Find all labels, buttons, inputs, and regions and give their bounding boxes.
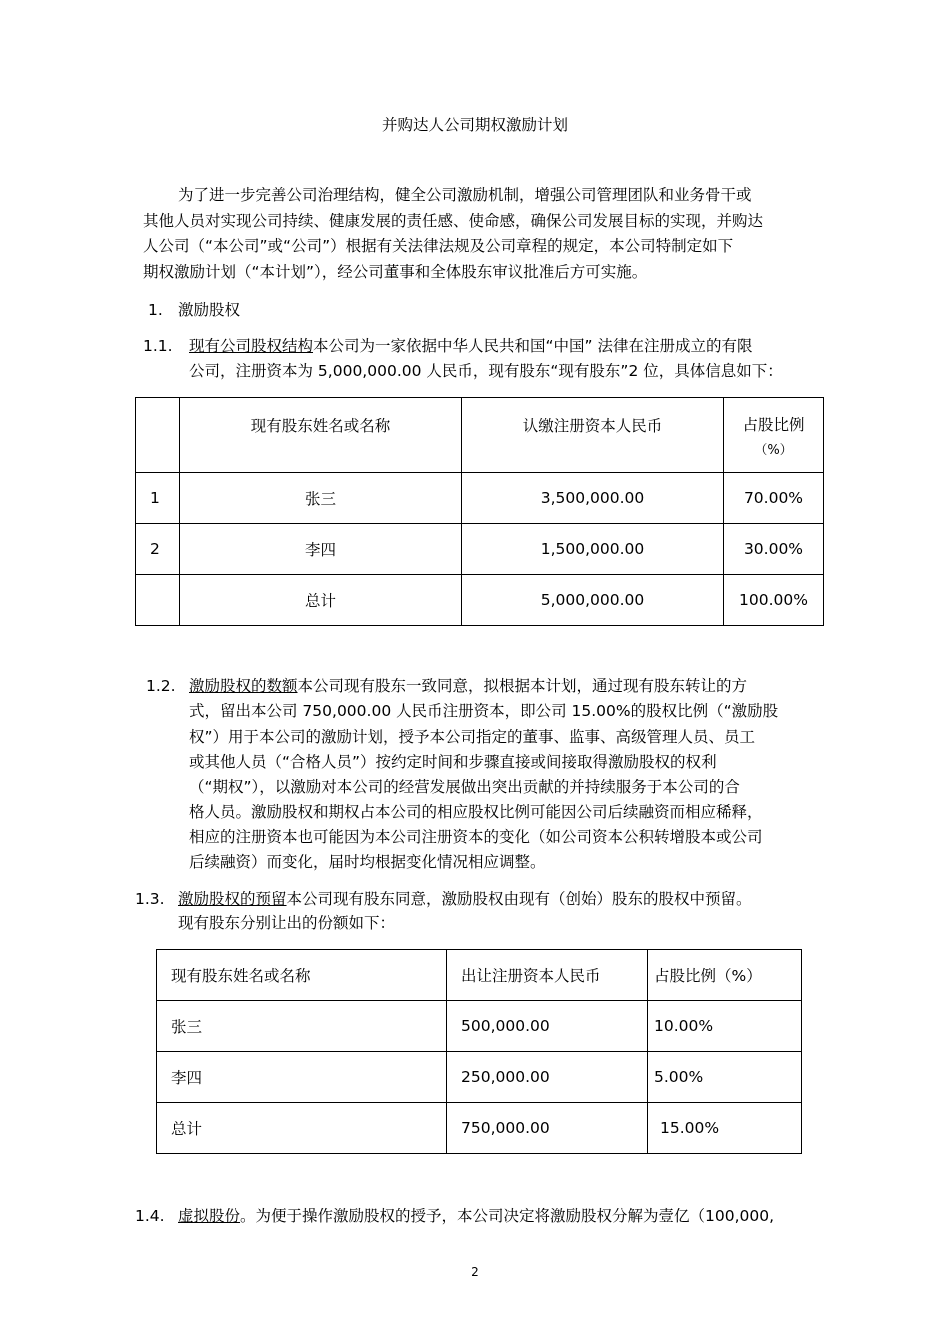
- clause-1-4-text: [178, 1206, 774, 1226]
- intro-line: 其他人员对实现公司持续、健康发展的责任感、使命感，确保公司发展目标的实现，并购达: [143, 212, 764, 230]
- table-cell: 1,500,000.00: [462, 524, 724, 575]
- table-row: [136, 473, 824, 524]
- table-row: [136, 524, 824, 575]
- table-cell: 总计: [180, 575, 462, 626]
- table-cell: 30.00%: [724, 524, 824, 575]
- table-header-cell: 认缴注册资本人民币: [462, 398, 724, 473]
- table-header-cell: 现有股东姓名或名称: [180, 398, 462, 473]
- clause-text: 式，留出本公司 750,000.00 人民币注册资本，即公司 15.00%的股权比例（“激励股: [189, 702, 779, 720]
- section-title: 激励股权: [178, 301, 241, 319]
- table-row: [136, 575, 824, 626]
- document-title: 并购达人公司期权激励计划: [381, 116, 568, 134]
- clause-text: 现有股东分别让出的份额如下：: [178, 914, 396, 932]
- clause-text: 相应的注册资本也可能因为本公司注册资本的变化（如公司资本公积转增股本或公司: [189, 828, 763, 846]
- clause-1-3-text: [178, 889, 752, 909]
- table-header-row: [136, 398, 824, 473]
- table-row: [157, 1103, 802, 1154]
- table-cell: 1: [136, 473, 180, 524]
- header-line: （%）: [754, 442, 793, 458]
- table-cell: 张三: [157, 1001, 447, 1052]
- section-number: 1.: [148, 301, 163, 319]
- table-cell: [136, 575, 180, 626]
- table-cell: 70.00%: [724, 473, 824, 524]
- intro-line: 人公司（“本公司”或“公司”）根据有关法律法规及公司章程的规定，本公司特制定如下: [143, 237, 734, 255]
- clause-number: 1.4.: [135, 1207, 165, 1225]
- clause-heading: 虚拟股份: [178, 1207, 241, 1225]
- clause-text: 公司，注册资本为 5,000,000.00 人民币，现有股东“现有股东”2 位，具体信息如下：: [189, 362, 783, 380]
- table-cell: 李四: [180, 524, 462, 575]
- table-cell: 10.00%: [648, 1001, 802, 1052]
- clause-heading: 激励股权的数额: [189, 677, 298, 695]
- clause-number: 1.2.: [146, 677, 176, 695]
- table-cell: 15.00%: [648, 1103, 802, 1154]
- table-cell: 5,000,000.00: [462, 575, 724, 626]
- page-number: 2: [471, 1265, 479, 1279]
- table-header-cell: 占股比例（%）: [648, 950, 802, 1001]
- table-row: [157, 1001, 802, 1052]
- table-header-cell: [136, 398, 180, 473]
- equity-transfer-table: [156, 949, 802, 1154]
- clause-text: （“期权”），以激励对本公司的经营发展做出突出贡献的并持续服务于本公司的合: [189, 778, 740, 796]
- clause-number: 1.1.: [143, 337, 173, 355]
- table-header-cell: [724, 398, 824, 473]
- header-line: 占股比例: [742, 415, 805, 434]
- table-row: [157, 1052, 802, 1103]
- shareholder-table: [135, 397, 824, 626]
- clause-1-2-text: [189, 676, 747, 696]
- clause-text: 或其他人员（“合格人员”）按约定时间和步骤直接或间接取得激励股权的权利: [189, 753, 717, 771]
- table-cell: 张三: [180, 473, 462, 524]
- table-cell: 5.00%: [648, 1052, 802, 1103]
- clause-text: 本公司现有股东一致同意，拟根据本计划，通过现有股东转让的方: [297, 677, 748, 695]
- clause-text: 本公司为一家依据中华人民共和国“中国” 法律在注册成立的有限: [313, 337, 753, 355]
- intro-line: 期权激励计划（“本计划”），经公司董事和全体股东审议批准后方可实施。: [143, 263, 648, 281]
- clause-text: 权”）用于本公司的激励计划，授予本公司指定的董事、监事、高级管理人员、员工: [189, 728, 756, 746]
- table-header-cell: 现有股东姓名或名称: [157, 950, 447, 1001]
- clause-text: 。为便于操作激励股权的授予，本公司决定将激励股权分解为壹亿（100,000,: [240, 1207, 775, 1225]
- clause-text: 本公司现有股东同意，激励股权由现有（创始）股东的股权中预留。: [286, 890, 752, 908]
- table-cell: 2: [136, 524, 180, 575]
- table-cell: 250,000.00: [447, 1052, 648, 1103]
- table-cell: 750,000.00: [447, 1103, 648, 1154]
- clause-text: 后续融资）而变化，届时均根据变化情况相应调整。: [189, 853, 546, 871]
- table-cell: 100.00%: [724, 575, 824, 626]
- table-cell: 3,500,000.00: [462, 473, 724, 524]
- table-header-row: [157, 950, 802, 1001]
- table-cell: 500,000.00: [447, 1001, 648, 1052]
- clause-heading: 激励股权的预留: [178, 890, 287, 908]
- clause-text: 格人员。激励股权和期权占本公司的相应股权比例可能因公司后续融资而相应稀释，: [189, 803, 763, 821]
- clause-1-1-text: [189, 336, 753, 356]
- table-cell: 李四: [157, 1052, 447, 1103]
- table-header-cell: 出让注册资本人民币: [447, 950, 648, 1001]
- clause-number: 1.3.: [135, 890, 165, 908]
- intro-line: 为了进一步完善公司治理结构，健全公司激励机制，增强公司管理团队和业务骨干或: [178, 186, 752, 204]
- clause-heading: 现有公司股权结构: [189, 337, 314, 355]
- table-cell: 总计: [157, 1103, 447, 1154]
